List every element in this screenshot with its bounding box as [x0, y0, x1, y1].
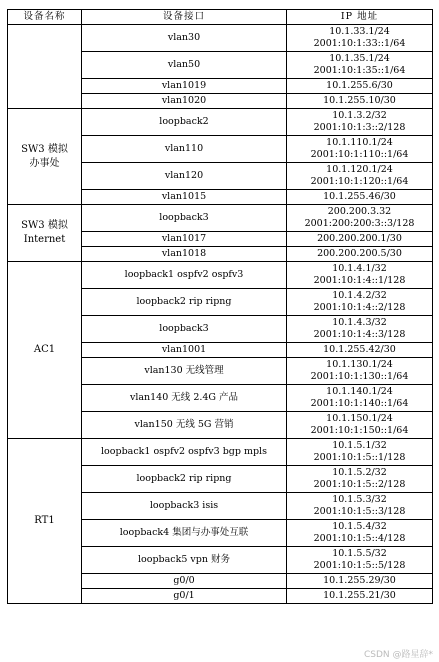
interface-cell: loopback4 集团与办事处互联	[82, 520, 287, 547]
interface-cell: vlan1018	[82, 247, 287, 262]
ip-address-line: 10.1.5.4/32	[332, 521, 387, 532]
interface-cell: vlan150 无线 5G 营销	[82, 412, 287, 439]
ip-address-line: 2001:10:1:130::1/64	[310, 371, 409, 382]
interface-cell: vlan1015	[82, 190, 287, 205]
interface-cell: vlan1001	[82, 343, 287, 358]
interface-cell: loopback2 rip ripng	[82, 466, 287, 493]
ip-address-line: 10.1.255.46/30	[323, 191, 396, 202]
table-body	[8, 25, 433, 604]
device-name-line: SW3 模拟	[21, 143, 68, 155]
ip-address-line: 10.1.4.1/32	[332, 263, 387, 274]
ip-address-line: 2001:10:1:110::1/64	[310, 149, 409, 160]
ip-address-cell	[287, 205, 433, 232]
ip-address-cell	[287, 190, 433, 205]
interface-cell: vlan1020	[82, 94, 287, 109]
ip-address-line: 10.1.5.3/32	[332, 494, 387, 505]
ip-address-line: 10.1.5.5/32	[332, 548, 387, 559]
interface-cell: vlan1017	[82, 232, 287, 247]
header-ip: IP 地址	[287, 10, 433, 25]
ip-address-cell	[287, 163, 433, 190]
interface-cell: vlan140 无线 2.4G 产品	[82, 385, 287, 412]
ip-address-line: 10.1.255.10/30	[323, 95, 396, 106]
table-row	[8, 262, 433, 289]
ip-address-line: 10.1.4.2/32	[332, 290, 387, 301]
ip-address-line: 200.200.200.5/30	[317, 248, 402, 259]
interface-cell: loopback3 isis	[82, 493, 287, 520]
ip-address-cell	[287, 109, 433, 136]
ip-address-line: 2001:10:1:35::1/64	[313, 65, 406, 76]
ip-address-cell	[287, 136, 433, 163]
ip-address-cell	[287, 358, 433, 385]
interface-cell: loopback1 ospfv2 ospfv3 bgp mpls	[82, 439, 287, 466]
device-name-line: RT1	[34, 515, 55, 526]
ip-address-cell	[287, 589, 433, 604]
ip-address-line: 10.1.150.1/24	[326, 413, 393, 424]
ip-address-cell	[287, 343, 433, 358]
interface-cell: vlan110	[82, 136, 287, 163]
interface-cell: loopback2	[82, 109, 287, 136]
ip-address-cell	[287, 52, 433, 79]
device-name-cell	[8, 205, 82, 262]
ip-address-cell	[287, 79, 433, 94]
ip-address-cell	[287, 232, 433, 247]
table-header-row	[8, 10, 433, 25]
ip-address-cell	[287, 289, 433, 316]
ip-address-cell	[287, 466, 433, 493]
table-row	[8, 439, 433, 466]
device-name-line: Internet	[23, 234, 66, 245]
device-name-cell	[8, 25, 82, 109]
ip-address-line: 2001:10:1:5::4/128	[313, 533, 406, 544]
interface-cell: vlan130 无线管理	[82, 358, 287, 385]
ip-address-line: 2001:10:1:5::3/128	[313, 506, 406, 517]
ip-address-line: 2001:10:1:140::1/64	[310, 398, 409, 409]
ip-address-line: 10.1.140.1/24	[326, 386, 393, 397]
device-name-line: SW3 模拟	[21, 220, 68, 231]
device-name-cell	[8, 262, 82, 439]
interface-cell: g0/1	[82, 589, 287, 604]
ip-address-line: 10.1.130.1/24	[326, 359, 393, 370]
ip-address-line: 10.1.255.29/30	[323, 575, 396, 586]
interface-cell: vlan30	[82, 25, 287, 52]
ip-address-line: 10.1.4.3/32	[332, 317, 387, 328]
ip-address-line: 2001:10:1:120::1/64	[310, 176, 409, 187]
page	[7, 9, 433, 604]
ip-address-line: 10.1.35.1/24	[329, 53, 390, 64]
ip-address-line: 2001:10:1:4::2/128	[313, 302, 406, 313]
interface-cell: vlan50	[82, 52, 287, 79]
table-row	[8, 205, 433, 232]
ip-address-cell	[287, 412, 433, 439]
ip-address-line: 10.1.120.1/24	[326, 164, 393, 175]
ip-address-cell	[287, 94, 433, 109]
interface-cell: loopback2 rip ripng	[82, 289, 287, 316]
interface-cell: g0/0	[82, 574, 287, 589]
ip-address-line: 10.1.110.1/24	[326, 137, 393, 148]
ip-address-line: 2001:10:1:4::3/128	[313, 329, 406, 340]
ip-address-line: 10.1.255.42/30	[323, 344, 396, 355]
ip-address-line: 200.200.200.1/30	[317, 233, 402, 244]
device-name-cell	[8, 109, 82, 205]
table-row	[8, 25, 433, 52]
ip-address-table	[7, 9, 433, 604]
ip-address-line: 2001:10:1:5::1/128	[313, 452, 406, 463]
device-name-line: AC1	[33, 344, 56, 355]
ip-address-line: 10.1.5.1/32	[332, 440, 387, 451]
ip-address-cell	[287, 547, 433, 574]
ip-address-cell	[287, 316, 433, 343]
ip-address-cell	[287, 574, 433, 589]
ip-address-cell	[287, 262, 433, 289]
ip-address-line: 2001:10:1:3::2/128	[313, 122, 406, 133]
ip-address-line: 10.1.5.2/32	[332, 467, 387, 478]
interface-cell: vlan1019	[82, 79, 287, 94]
ip-address-line: 2001:10:1:4::1/128	[313, 275, 406, 286]
ip-address-line: 2001:10:1:150::1/64	[310, 425, 409, 436]
interface-cell: vlan120	[82, 163, 287, 190]
ip-address-cell	[287, 385, 433, 412]
ip-address-line: 10.1.255.6/30	[326, 80, 393, 91]
ip-address-line: 2001:200:200:3::3/128	[304, 218, 415, 229]
ip-address-line: 200.200.3.32	[327, 206, 392, 217]
ip-address-line: 2001:10:1:33::1/64	[313, 38, 406, 49]
header-interface: 设备接口	[82, 10, 287, 25]
ip-address-line: 10.1.3.2/32	[332, 110, 387, 121]
interface-cell: loopback1 ospfv2 ospfv3	[82, 262, 287, 289]
ip-address-line: 10.1.33.1/24	[329, 26, 390, 37]
device-name-cell	[8, 439, 82, 604]
ip-address-cell	[287, 439, 433, 466]
table-row	[8, 109, 433, 136]
ip-address-cell	[287, 25, 433, 52]
ip-address-line: 10.1.255.21/30	[323, 590, 396, 601]
ip-address-line: 2001:10:1:5::5/128	[313, 560, 406, 571]
ip-address-cell	[287, 520, 433, 547]
ip-address-cell	[287, 247, 433, 262]
interface-cell: loopback5 vpn 财务	[82, 547, 287, 574]
ip-address-cell	[287, 493, 433, 520]
header-device: 设备名称	[8, 10, 82, 25]
watermark: CSDN @路星辞*	[363, 650, 433, 660]
device-name-line: 办事处	[29, 157, 60, 169]
interface-cell: loopback3	[82, 205, 287, 232]
interface-cell: loopback3	[82, 316, 287, 343]
ip-address-line: 2001:10:1:5::2/128	[313, 479, 406, 490]
